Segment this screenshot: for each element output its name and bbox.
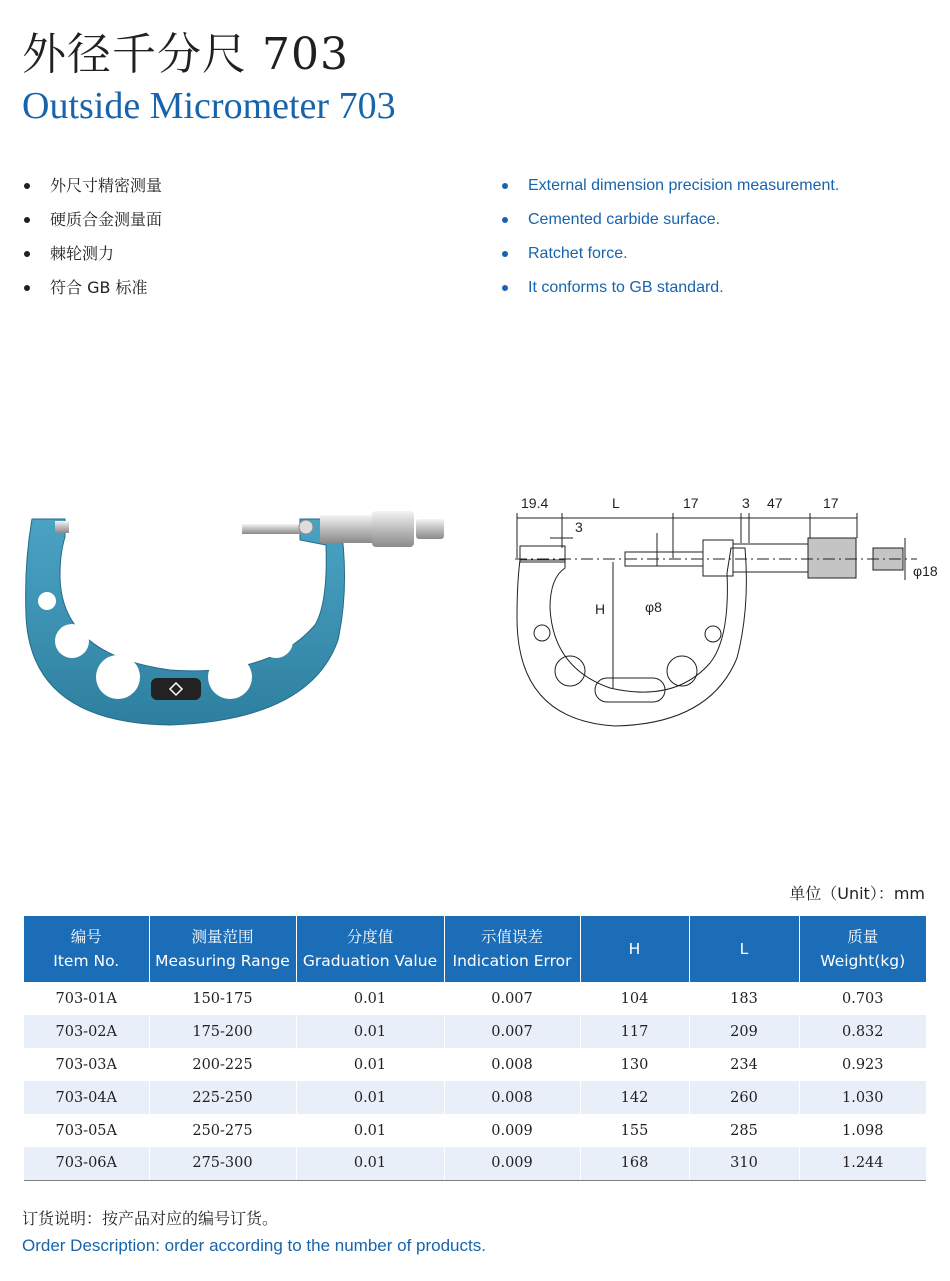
cell: 142 [580, 1081, 689, 1114]
feature-en-item: Cemented carbide surface. [500, 208, 839, 242]
thimble [372, 511, 414, 547]
cell: 150-175 [149, 982, 296, 1015]
brand-badge [151, 678, 201, 700]
col-header-h: H [580, 916, 689, 982]
cell: 0.832 [799, 1015, 926, 1048]
cell: 310 [689, 1147, 799, 1180]
micrometer-photo [20, 505, 450, 730]
cell: 0.01 [296, 1015, 444, 1048]
dim-label: H [595, 601, 606, 617]
order-note-cn: 订货说明：按产品对应的编号订货。 [22, 1209, 279, 1228]
col-header-l: L [689, 916, 799, 982]
feature-cn-item: 外尺寸精密测量 [22, 174, 162, 208]
feature-en-item: Ratchet force. [500, 242, 839, 276]
drawing-lock [703, 540, 733, 576]
dim-label: 3 [742, 495, 750, 511]
table-header-row [24, 916, 926, 982]
cell: 0.009 [444, 1114, 580, 1147]
cell: 703-06A [24, 1147, 149, 1180]
feature-en-item: It conforms to GB standard. [500, 276, 839, 310]
cell: 234 [689, 1048, 799, 1081]
drawing-frame-outline [517, 548, 746, 726]
cell: 0.703 [841, 990, 884, 1007]
table-row [24, 1114, 926, 1147]
cell: 225-250 [149, 1081, 296, 1114]
cell: 209 [689, 1015, 799, 1048]
table-row [24, 1048, 926, 1081]
page-title-cn: 外径千分尺 703 [22, 29, 349, 80]
cell: 285 [689, 1114, 799, 1147]
cell: 703-03A [24, 1048, 149, 1081]
cell: 183 [689, 982, 799, 1015]
anvil [55, 521, 69, 533]
cell: 0.007 [444, 982, 580, 1015]
cell: 703-05A [24, 1114, 149, 1147]
cell: 1.030 [799, 1081, 926, 1114]
cell: 200-225 [149, 1048, 296, 1081]
order-note-en: Order Description: order according to the number of products. [22, 1236, 486, 1255]
col-header-weight: 质量 Weight(kg) [799, 916, 926, 982]
frame-hole [55, 624, 89, 658]
lock-icon [299, 520, 313, 534]
table-row [24, 982, 926, 1015]
frame-hole [96, 655, 140, 699]
cell: 175-200 [149, 1015, 296, 1048]
sleeve [320, 515, 372, 543]
dim-label: 17 [683, 495, 699, 511]
frame-hole [208, 655, 252, 699]
spec-table [24, 916, 926, 1181]
cell: 104 [580, 982, 689, 1015]
page-title-en: Outside Micrometer 703 [22, 85, 396, 127]
spindle [242, 524, 304, 534]
feature-list-cn [22, 174, 162, 310]
drawing-hole [555, 656, 585, 686]
drawing-hole [534, 625, 550, 641]
cell: 275-300 [149, 1147, 296, 1180]
cell: 260 [689, 1081, 799, 1114]
cell: 0.01 [296, 1114, 444, 1147]
drawing-hole [667, 656, 697, 686]
drawing-hole [705, 626, 721, 642]
col-header-error: 示值误差 Indication Error [444, 916, 580, 982]
table-row [24, 1015, 926, 1048]
cell: 703-04A [24, 1081, 149, 1114]
col-header-range: 测量范围 Measuring Range [149, 916, 296, 982]
dim-label: L [612, 495, 620, 511]
cell: 703-02A [24, 1015, 149, 1048]
cell: 0.01 [296, 982, 444, 1015]
feature-cn-item: 硬质合金测量面 [22, 208, 162, 242]
unit-label: 单位（Unit）：mm [789, 884, 925, 903]
drawing-thimble [808, 538, 856, 578]
dim-label: 47 [767, 495, 783, 511]
feature-cn-item: 棘轮测力 [22, 242, 162, 276]
ratchet [416, 519, 444, 539]
cell: 0.01 [296, 1048, 444, 1081]
cell: 0.008 [444, 1048, 580, 1081]
feature-cn-item: 符合 GB 标准 [22, 276, 162, 310]
cell: 1.244 [799, 1147, 926, 1180]
frame-hole [286, 594, 304, 612]
cell: 0.01 [296, 1147, 444, 1180]
dim-label: 3 [575, 519, 583, 535]
cell: 0.009 [444, 1147, 580, 1180]
frame-hole [38, 592, 56, 610]
cell: 0.008 [444, 1081, 580, 1114]
cell: 1.098 [841, 1122, 884, 1139]
table-row [24, 1147, 926, 1180]
col-header-graduation: 分度值 Graduation Value [296, 916, 444, 982]
dimension-drawing [505, 488, 938, 733]
cell: 250-275 [149, 1114, 296, 1147]
cell: 155 [580, 1114, 689, 1147]
cell: 0.923 [841, 1056, 884, 1073]
dim-label: φ8 [645, 599, 662, 615]
feature-list-en [500, 174, 839, 310]
cell: 0.01 [296, 1081, 444, 1114]
cell: 130 [580, 1048, 689, 1081]
drawing-slot [595, 678, 665, 702]
dim-label: 17 [823, 495, 839, 511]
dim-label: φ18 [913, 563, 938, 579]
cell: 0.007 [444, 1015, 580, 1048]
dim-label: 19.4 [521, 495, 549, 511]
cell: 703-01A [24, 982, 149, 1015]
table-row [24, 1081, 926, 1114]
feature-en-item: External dimension precision measurement. [500, 174, 839, 208]
col-header-item-no: 编号 Item No. [24, 916, 149, 982]
frame-hole [259, 624, 293, 658]
cell: 168 [580, 1147, 689, 1180]
cell: 117 [580, 1015, 689, 1048]
